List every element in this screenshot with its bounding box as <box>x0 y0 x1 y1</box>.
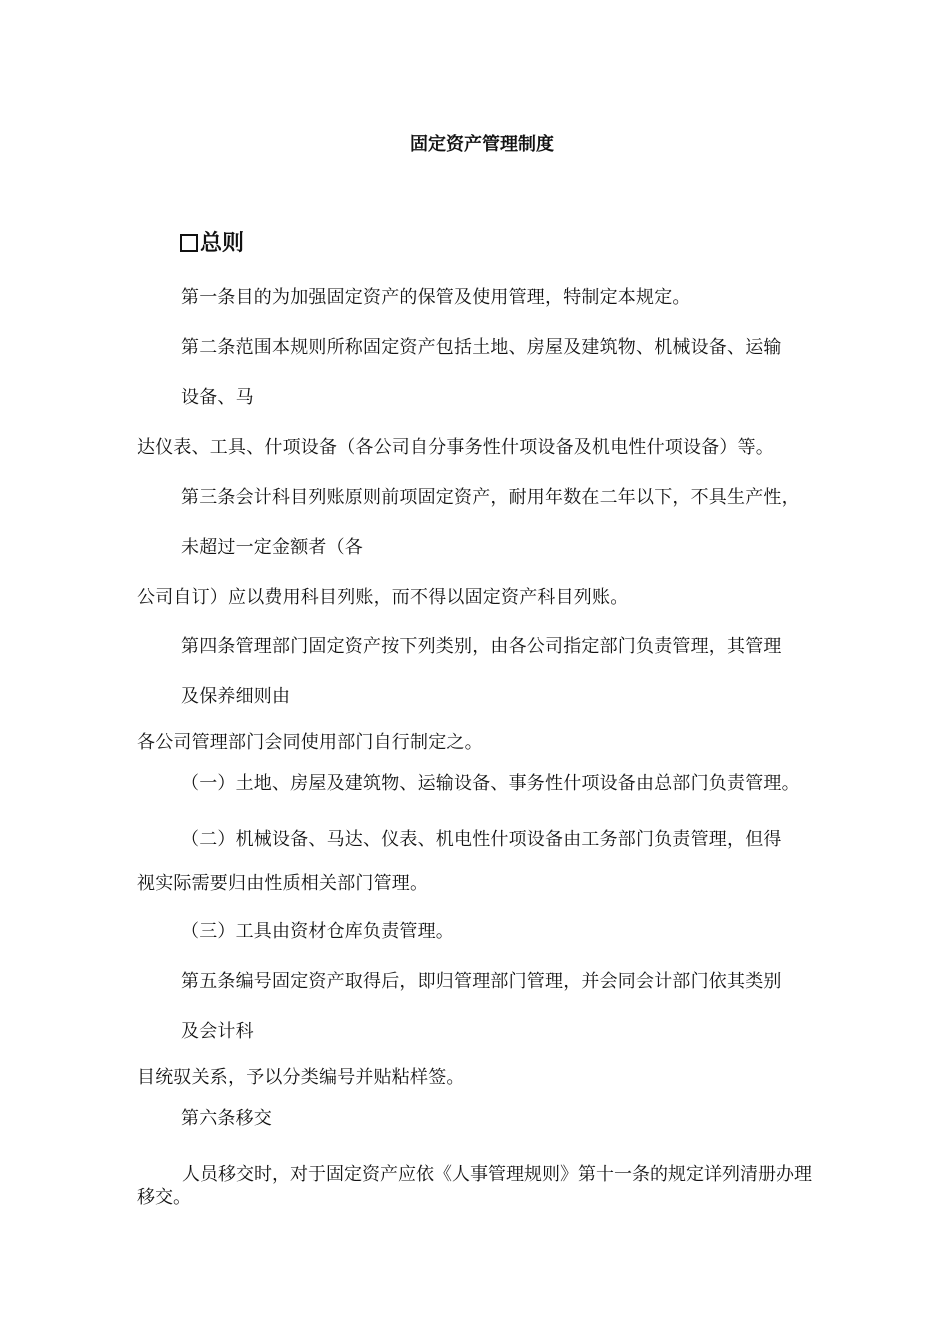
section-heading-text: 总则 <box>200 231 245 256</box>
article-4-item-3: （三）工具由资材仓库负责管理。 <box>181 921 454 942</box>
article-4-line-3: 各公司管理部门会同使用部门自行制定之。 <box>137 732 483 753</box>
article-3-line-1: 第三条会计科目列账原则前项固定资产，耐用年数在二年以下，不具生产性， <box>181 487 800 508</box>
article-4-line-2: 及保养细则由 <box>181 686 291 707</box>
article-6-heading: 第六条移交 <box>181 1108 272 1129</box>
article-2-line-3: 达仪表、工具、什项设备（各公司自分事务性什项设备及机电性什项设备）等。 <box>137 437 774 458</box>
article-4-line-1: 第四条管理部门固定资产按下列类别，由各公司指定部门负责管理，其管理 <box>181 636 782 657</box>
article-3-line-3: 公司自订）应以费用科目列账，而不得以固定资产科目列账。 <box>137 587 629 608</box>
article-4-item-2-line-2: 视实际需要归由性质相关部门管理。 <box>137 873 429 894</box>
article-3-line-2: 未超过一定金额者（各 <box>181 537 363 558</box>
article-4-item-2-line-1: （二）机械设备、马达、仪表、机电性什项设备由工务部门负责管理，但得 <box>181 829 782 850</box>
article-4-item-1: （一）土地、房屋及建筑物、运输设备、事务性什项设备由总部门负责管理。 <box>181 773 800 794</box>
article-5-line-1: 第五条编号固定资产取得后，即归管理部门管理，并会同会计部门依其类别 <box>181 971 782 992</box>
checkbox-icon <box>180 234 198 252</box>
document-title: 固定资产管理制度 <box>410 134 554 155</box>
article-2-line-2: 设备、马 <box>181 387 254 408</box>
article-5-line-2: 及会计科 <box>181 1021 254 1042</box>
article-1-line: 第一条目的为加强固定资产的保管及使用管理，特制定本规定。 <box>181 287 691 308</box>
section-heading <box>180 230 244 258</box>
article-2-line-1: 第二条范围本规则所称固定资产包括土地、房屋及建筑物、机械设备、运输 <box>181 337 782 358</box>
article-6-body: 人员移交时，对于固定资产应依《人事管理规则》第十一条的规定详列清册办理移交。 <box>137 1164 812 1208</box>
article-5-line-3: 目统驭关系，予以分类编号并贴粘样签。 <box>137 1067 465 1088</box>
